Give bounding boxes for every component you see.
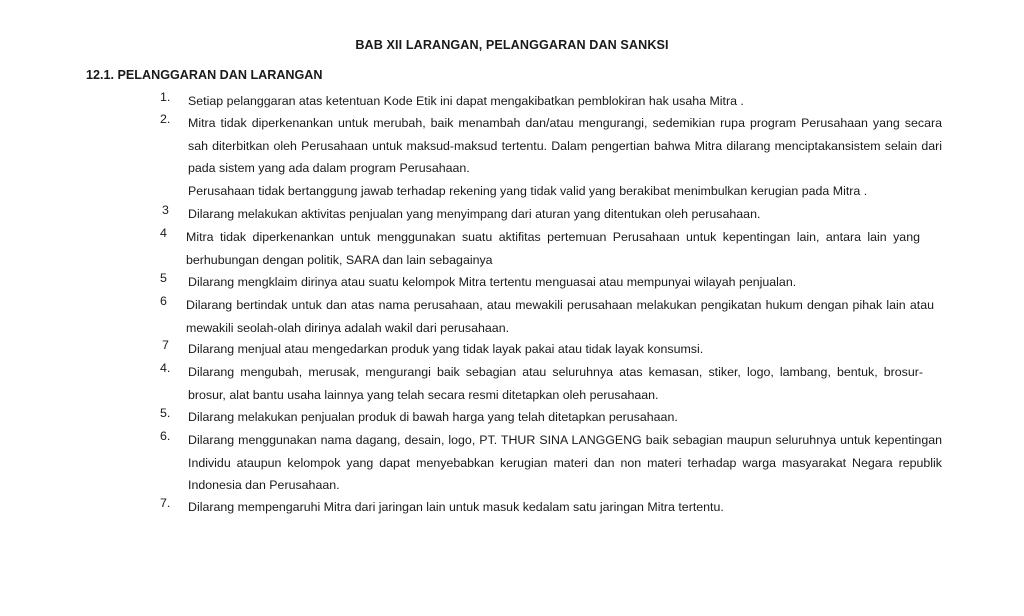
list-item-number: 3 — [162, 203, 169, 217]
list-item-note-text: Perusahaan tidak bertanggung jawab terhadap rekening yang tidak valid yang berakibat menimbulkan kerugian pada Mitra . — [188, 184, 868, 198]
list-item-number: 2. — [160, 112, 171, 126]
section-heading: 12.1. PELANGGARAN DAN LARANGAN — [86, 68, 323, 82]
list-item-number: 4. — [160, 361, 171, 375]
list-item-number: 6 — [160, 294, 167, 308]
list-item-number: 7 — [162, 338, 169, 352]
list-item-number: 7. — [160, 496, 171, 510]
list-item-text: Dilarang mengklaim dirinya atau suatu kelompok Mitra tertentu menguasai atau mempunyai wilayah penjualan. — [188, 275, 797, 289]
list-item-text: Dilarang melakukan penjualan produk di bawah harga yang telah ditetapkan perusahaan. — [188, 410, 678, 424]
list-item-text: Dilarang bertindak untuk dan atas nama perusahaan, atau mewakili perusahaan melakukan pengikatan hukum dengan pihak lain atau mewakili seolah-olah dirinya adalah wakil dari perusahaan. — [186, 298, 934, 335]
list-item-number: 5. — [160, 406, 171, 420]
chapter-title: BAB XII LARANGAN, PELANGGARAN DAN SANKSI — [355, 38, 669, 52]
list-item-number: 1. — [160, 90, 171, 104]
list-item-text: Dilarang mempengaruhi Mitra dari jaringan lain untuk masuk kedalam satu jaringan Mitra tertentu. — [188, 500, 724, 514]
list-item-number: 4 — [160, 226, 167, 240]
list-item-text: Mitra tidak diperkenankan untuk menggunakan suatu aktifitas pertemuan Perusahaan untuk kepentingan lain, antara lain yang berhubungan dengan politik, SARA dan lain sebagainya — [186, 230, 920, 267]
list-item-text: Dilarang menggunakan nama dagang, desain, logo, PT. THUR SINA LANGGENG baik sebagian maupun seluruhnya untuk kepentingan Individu ataupun kelompok yang dapat menyebabkan kerugian materi dan non materi terhadap warga masyarakat Negara republik Indonesia dan Perusahaan. — [188, 433, 942, 492]
list-item-text: Setiap pelanggaran atas ketentuan Kode Etik ini dapat mengakibatkan pemblokiran hak usaha Mitra . — [188, 94, 744, 108]
list-item-text: Dilarang menjual atau mengedarkan produk yang tidak layak pakai atau tidak layak konsumsi. — [188, 342, 704, 356]
list-item-number: 5 — [160, 271, 167, 285]
list-item-text: Mitra tidak diperkenankan untuk merubah, baik menambah dan/atau mengurangi, sedemikian rupa program Perusahaan yang secara sah diterbitkan oleh Perusahaan untuk maksud-maksud tertentu. Dalam pengertian bahwa Mitra dilarang menciptakansistem selain dari pada sistem yang ada dalam program Perusahaan. — [188, 116, 942, 175]
list-item-text: Dilarang mengubah, merusak, mengurangi baik sebagian atau seluruhnya atas kemasan, stiker, logo, lambang, bentuk, brosur-brosur, alat bantu usaha lainnya yang telah secara resmi ditetapkan oleh perusahaan. — [188, 365, 923, 402]
list-item-number: 6. — [160, 429, 171, 443]
list-item-text: Dilarang melakukan aktivitas penjualan yang menyimpang dari aturan yang ditentukan oleh perusahaan. — [188, 207, 761, 221]
